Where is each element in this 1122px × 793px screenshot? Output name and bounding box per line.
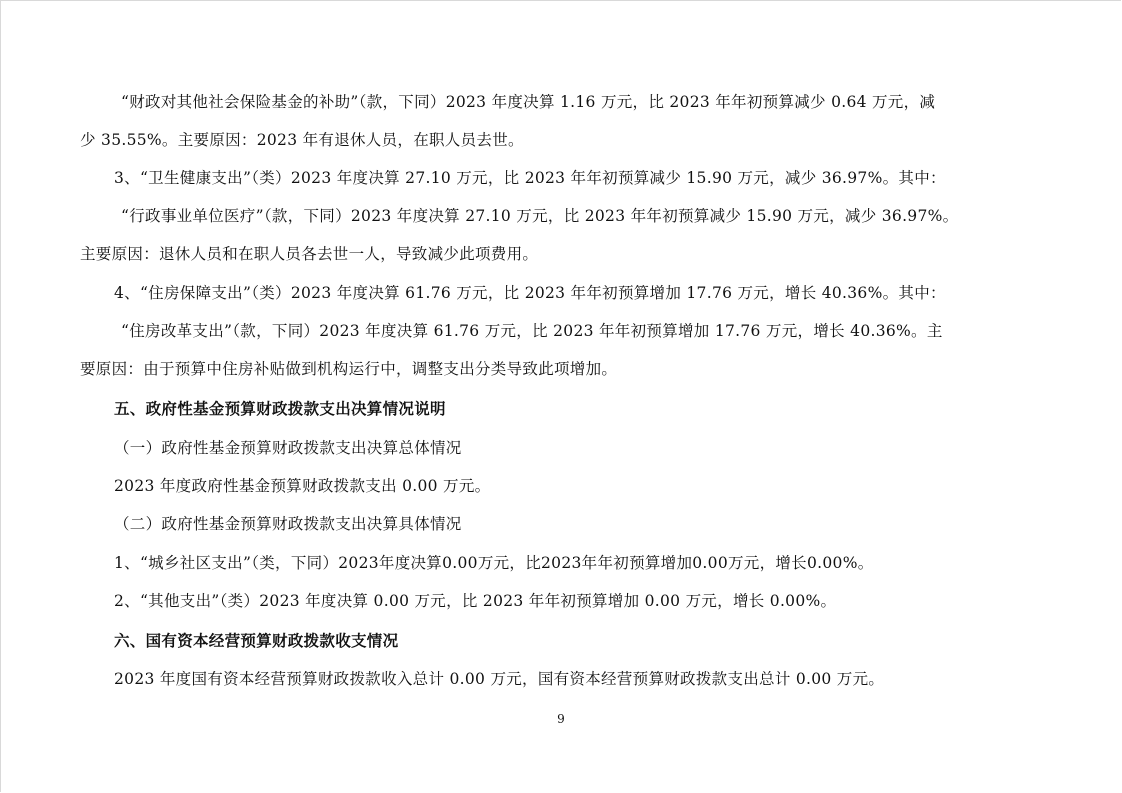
subheading-fund-details: （二）政府性基金预算财政拨款支出决算具体情况 xyxy=(114,515,462,533)
paragraph-line-housing-expense: 4、“住房保障支出”（类）2023 年度决算 61.76 万元，比 2023 年年初预算增加 17.76 万元，增长 40.36%。其中： xyxy=(114,284,946,302)
paragraph-line-other-insurance-fund: “财政对其他社会保险基金的补助”（款，下同）2023 年度决算 1.16 万元，比 2023 年年初预算减少 0.64 万元，减 xyxy=(121,93,936,111)
paragraph-line-other-insurance-reason: 少 35.55%。主要原因：2023 年有退休人员，在职人员去世。 xyxy=(80,131,524,149)
paragraph-line-fund-total: 2023 年度政府性基金预算财政拨款支出 0.00 万元。 xyxy=(114,477,491,495)
paragraph-line-urban-rural-expense: 1、“城乡社区支出”（类，下同）2023年度决算0.00万元，比2023年年初预算增加0.00万元，增长0.00%。 xyxy=(114,554,874,572)
paragraph-line-state-capital-total: 2023 年度国有资本经营预算财政拨款收入总计 0.00 万元，国有资本经营预算财政拨款支出总计 0.00 万元。 xyxy=(114,670,885,688)
paragraph-line-medical-expense: “行政事业单位医疗”（款，下同）2023 年度决算 27.10 万元，比 2023 年年初预算减少 15.90 万元，减少 36.97%。 xyxy=(121,207,959,225)
paragraph-line-health-expense: 3、“卫生健康支出”（类）2023 年度决算 27.10 万元，比 2023 年年初预算减少 15.90 万元，减少 36.97%。其中： xyxy=(114,169,946,187)
page-number: 9 xyxy=(557,712,565,726)
paragraph-line-medical-reason: 主要原因：退休人员和在职人员各去世一人，导致减少此项费用。 xyxy=(80,245,539,263)
section-heading-state-capital: 六、国有资本经营预算财政拨款收支情况 xyxy=(114,632,399,650)
paragraph-line-other-expense: 2、“其他支出”（类）2023 年度决算 0.00 万元，比 2023 年年初预算增加 0.00 万元，增长 0.00%。 xyxy=(114,592,837,610)
section-heading-government-fund: 五、政府性基金预算财政拨款支出决算情况说明 xyxy=(114,400,446,418)
paragraph-line-housing-reform: “住房改革支出”（款，下同）2023 年度决算 61.76 万元，比 2023 年年初预算增加 17.76 万元，增长 40.36%。主 xyxy=(121,322,943,340)
paragraph-line-housing-reason: 要原因：由于预算中住房补贴做到机构运行中，调整支出分类导致此项增加。 xyxy=(80,360,618,378)
subheading-fund-overall: （一）政府性基金预算财政拨款支出决算总体情况 xyxy=(114,439,462,457)
